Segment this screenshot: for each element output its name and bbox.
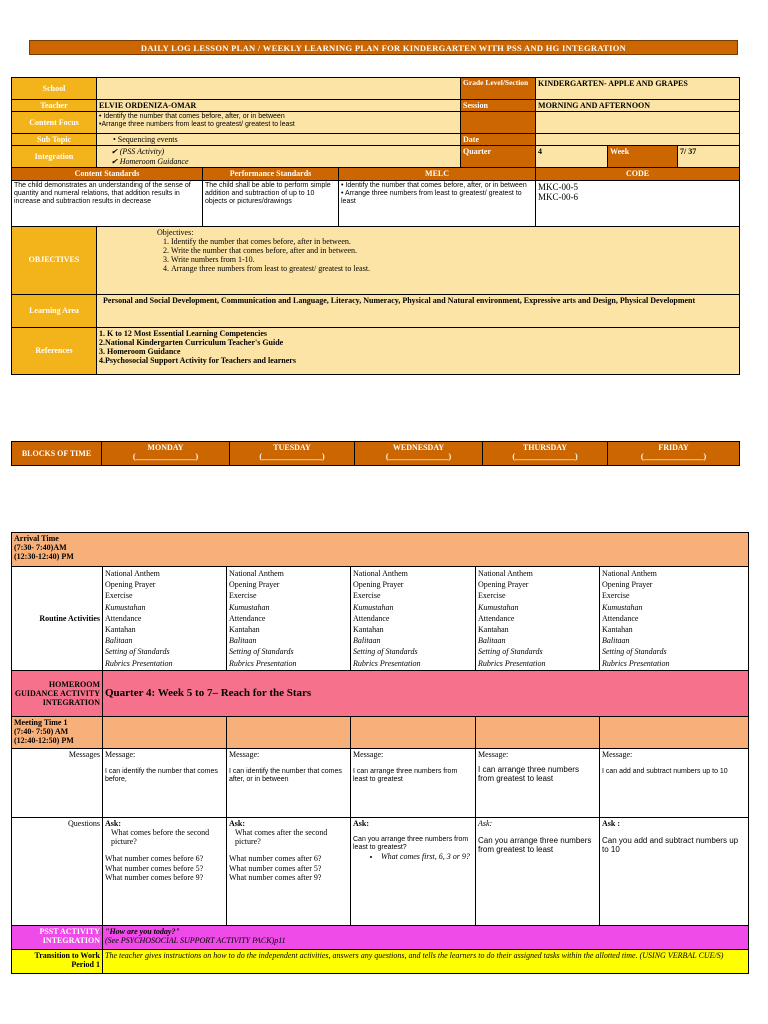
routine-item: Attendance xyxy=(105,613,142,623)
reference-item: 3. Homeroom Guidance xyxy=(99,346,181,356)
routine-item: Kantahan xyxy=(478,625,509,635)
message-text: I can identify the number that comes after, or in between xyxy=(229,768,342,784)
content-focus-value xyxy=(97,112,461,134)
routine-item: Kantahan xyxy=(229,625,260,635)
question-text: Can you arrange three numbers from greatest to least xyxy=(478,836,592,855)
code-label: CODE xyxy=(536,168,740,180)
reference-item: 2.National Kindergarten Curriculum Teacher's Guide xyxy=(99,337,284,347)
day-blank: (_______________) xyxy=(132,452,199,462)
meeting-time-pm: (12:40-12:50) PM xyxy=(14,736,74,746)
integration-pss: ✔ (PSS Activity) xyxy=(111,147,165,157)
schedule-table xyxy=(11,532,749,974)
week-value: 7/ 37 xyxy=(678,146,740,168)
day-name: FRIDAY xyxy=(658,443,689,452)
objectives-heading: Objectives: xyxy=(157,227,194,237)
code-item-1: MKC-00-5 xyxy=(538,181,579,192)
objectives-label: OBJECTIVES xyxy=(12,226,97,294)
ask-heading: Ask: xyxy=(105,818,122,828)
question-item: What number comes before 9? xyxy=(105,872,204,882)
message-heading: Message: xyxy=(105,749,136,759)
ask-heading: Ask: xyxy=(229,818,246,828)
routine-list-thursday xyxy=(476,567,600,671)
content-focus-right-blank xyxy=(536,112,740,134)
message-text: I can add and subtract numbers up to 10 xyxy=(602,768,728,776)
day-blank: (_______________) xyxy=(259,452,325,462)
message-tuesday xyxy=(227,748,351,817)
meeting-cell-monday xyxy=(103,716,227,748)
routine-item: Attendance xyxy=(478,613,515,623)
meeting-time-label xyxy=(12,716,103,748)
code-item-2: MKC-00-6 xyxy=(538,191,579,202)
question-item: • What comes first, 6, 3 or 9? xyxy=(381,852,473,861)
routine-item: Kantahan xyxy=(353,625,384,635)
routine-item: Exercise xyxy=(105,591,133,601)
subtopic-value: • Sequencing events xyxy=(97,134,461,146)
routine-item: Opening Prayer xyxy=(353,580,404,590)
routine-list-wednesday xyxy=(351,567,476,671)
day-name: THURSDAY xyxy=(522,443,568,452)
routine-activities-label: Routine Activities xyxy=(12,567,103,671)
subtopic-label: Sub Topic xyxy=(12,134,97,146)
school-value xyxy=(97,78,461,100)
pss-activity-title: "How are you today?" xyxy=(105,926,180,936)
routine-item: Setting of Standards xyxy=(105,647,170,657)
routine-item: Rubrics Presentation xyxy=(229,658,297,668)
blocks-of-time-label: BLOCKS OF TIME xyxy=(12,442,102,466)
content-focus-label: Content Focus xyxy=(12,112,97,134)
day-header-monday xyxy=(102,442,230,466)
routine-item: Attendance xyxy=(602,613,639,623)
routine-item: Opening Prayer xyxy=(229,580,280,590)
day-name: MONDAY xyxy=(147,443,184,452)
routine-item: Kumustahan xyxy=(602,602,643,612)
performance-standards-label: Performance Standards xyxy=(203,168,339,180)
routine-item: National Anthem xyxy=(105,569,160,578)
routine-item: Balitaan xyxy=(105,636,133,646)
reference-item: 1. K to 12 Most Essential Learning Competencies xyxy=(99,328,267,338)
question-item: What number comes after 5? xyxy=(229,863,322,873)
day-header-wednesday xyxy=(355,442,483,466)
routine-item: Exercise xyxy=(478,591,506,601)
routine-item: Balitaan xyxy=(478,636,506,646)
routine-item: Attendance xyxy=(229,613,266,623)
references-box xyxy=(97,327,740,374)
teacher-label: Teacher xyxy=(12,100,97,112)
message-wednesday xyxy=(351,748,476,817)
meeting-time-title: Meeting Time 1 xyxy=(14,717,68,727)
date-value xyxy=(536,134,740,146)
ask-heading: Ask: xyxy=(353,818,370,828)
routine-item: Rubrics Presentation xyxy=(478,658,546,668)
routine-item: Kumustahan xyxy=(353,602,394,612)
transition-label: Transition to Work Period 1 xyxy=(12,949,103,973)
message-heading: Message: xyxy=(353,749,384,759)
question-text: What comes before the second picture? xyxy=(111,828,210,847)
objectives-box xyxy=(97,226,740,294)
objective-item: 2. Write the number that comes before, after and in between. xyxy=(171,246,737,255)
routine-item: Exercise xyxy=(353,591,381,601)
routine-item: Rubrics Presentation xyxy=(105,658,173,668)
content-standards-text: The child demonstrates an understanding of the sense of quantity and numeral relations, that addition results in increase and subtraction results in decrease xyxy=(12,180,203,226)
references-label: References xyxy=(12,327,97,374)
routine-item: Setting of Standards xyxy=(353,647,418,657)
content-focus-spacer xyxy=(461,112,536,134)
routine-item: National Anthem xyxy=(602,569,657,578)
routine-list-tuesday xyxy=(227,567,351,671)
content-standards-label: Content Standards xyxy=(12,168,203,180)
questions-friday xyxy=(600,817,749,925)
day-header-thursday xyxy=(483,442,608,466)
day-blank: (_______________) xyxy=(640,452,707,462)
questions-thursday xyxy=(476,817,600,925)
meeting-cell-thursday xyxy=(476,716,600,748)
day-name: TUESDAY xyxy=(273,443,311,452)
message-heading: Message: xyxy=(478,749,509,759)
message-text: I can identify the number that comes before, xyxy=(105,768,218,784)
question-item: What number comes before 6? xyxy=(105,854,204,864)
ask-heading: Ask: xyxy=(478,818,493,828)
quarter-value: 4 xyxy=(536,146,608,168)
routine-item: Balitaan xyxy=(229,636,257,646)
integration-hg: ✔ Homeroom Guidance xyxy=(111,156,189,166)
transition-value: The teacher gives instructions on how to do the independent activities, answers any questions, and tells the learners to do their assigned tasks within the allotted time. (USING VERBAL CUE/S) xyxy=(103,949,749,973)
routine-item: Attendance xyxy=(353,613,390,623)
learning-area-label: Learning Area xyxy=(12,294,97,327)
session-label: Session xyxy=(461,100,536,112)
questions-tuesday xyxy=(227,817,351,925)
meeting-cell-friday xyxy=(600,716,749,748)
question-text: What comes after the second picture? xyxy=(235,828,328,847)
quarter-label: Quarter xyxy=(461,146,536,168)
day-blank: (_______________) xyxy=(512,452,578,462)
routine-item: Kumustahan xyxy=(229,602,270,612)
melc-text xyxy=(339,180,536,226)
document-title: DAILY LOG LESSON PLAN / WEEKLY LEARNING PLAN FOR KINDERGARTEN WITH PSS AND HG INTEGRATION xyxy=(29,40,738,55)
question-item: What number comes before 5? xyxy=(105,863,204,873)
routine-item: Kumustahan xyxy=(105,602,146,612)
session-value: MORNING AND AFTERNOON xyxy=(536,100,740,112)
message-heading: Message: xyxy=(229,749,260,759)
routine-item: Balitaan xyxy=(602,636,630,646)
meeting-cell-wednesday xyxy=(351,716,476,748)
week-label: Week xyxy=(608,146,678,168)
question-item: What number comes after 6? xyxy=(229,854,322,864)
performance-standards-text: The child shall be able to perform simple addition and subtraction of up to 10 objects or pictures/drawings xyxy=(203,180,339,226)
homeroom-guidance-label: HOMEROOM GUIDANCE ACTIVITY INTEGRATION xyxy=(12,670,103,716)
questions-monday xyxy=(103,817,227,925)
routine-item: Opening Prayer xyxy=(478,580,529,590)
routine-item: Setting of Standards xyxy=(478,647,543,657)
reference-item: 4.Psychosocial Support Activity for Teachers and learners xyxy=(99,356,296,366)
messages-label: Messages xyxy=(12,748,103,817)
meeting-time-am: (7:40- 7:50) AM xyxy=(14,727,69,737)
routine-item: Rubrics Presentation xyxy=(602,658,670,668)
routine-item: Opening Prayer xyxy=(602,580,653,590)
routine-item: Kantahan xyxy=(105,625,136,635)
school-label: School xyxy=(12,78,97,100)
melc-item-1: • Identify the number that comes before, after, or in between xyxy=(341,181,527,189)
routine-item: National Anthem xyxy=(353,569,408,578)
melc-item-2: • Arrange three numbers from least to greatest/ greatest to least xyxy=(341,189,522,205)
routine-list-monday xyxy=(103,567,227,671)
date-label: Date xyxy=(461,134,536,146)
routine-item: Rubrics Presentation xyxy=(353,658,421,668)
ask-heading: Ask : xyxy=(602,818,621,828)
question-text: Can you add and subtract numbers up to 10 xyxy=(602,836,739,855)
message-friday xyxy=(600,748,749,817)
routine-list-friday xyxy=(600,567,749,671)
pss-activity-reference: (See PSYCHOSOCIAL SUPPORT ACTIVITY PACK)p11 xyxy=(105,936,286,946)
grade-label: Grade Level/Section xyxy=(461,78,536,100)
learning-area-value: Personal and Social Development, Communication and Language, Literacy, Numeracy, Physical and Natural environment, Expressive arts and Design, Physical Development xyxy=(97,294,740,327)
day-name: WEDNESDAY xyxy=(392,443,445,452)
integration-label: Integration xyxy=(12,146,97,168)
message-heading: Message: xyxy=(602,749,633,759)
routine-item: Exercise xyxy=(602,591,630,601)
melc-label: MELC xyxy=(339,168,536,180)
routine-item: National Anthem xyxy=(229,569,284,578)
message-thursday xyxy=(476,748,600,817)
objective-item: 3. Write numbers from 1-10. xyxy=(171,255,737,264)
lesson-info-table xyxy=(11,77,740,375)
arrival-time-row xyxy=(12,533,749,567)
days-bar xyxy=(11,441,740,466)
message-text: I can arrange three numbers from greatest to least xyxy=(478,765,579,784)
objective-item: 4. Arrange three numbers from least to greatest/ greatest to least. xyxy=(171,264,737,273)
routine-item: Opening Prayer xyxy=(105,580,156,590)
routine-item: National Anthem xyxy=(478,569,533,578)
day-header-friday xyxy=(608,442,740,466)
routine-item: Balitaan xyxy=(353,636,381,646)
message-monday xyxy=(103,748,227,817)
message-text: I can arrange three numbers from least to greatest xyxy=(353,768,458,784)
question-text: Can you arrange three numbers from least to greatest? xyxy=(353,836,469,852)
homeroom-guidance-value: Quarter 4: Week 5 to 7– Reach for the Stars xyxy=(103,670,749,716)
content-focus-line-1: • Identify the number that comes before, after, or in between xyxy=(99,113,285,121)
routine-item: Kantahan xyxy=(602,625,633,635)
arrival-am: (7:30- 7:40)AM xyxy=(14,543,67,553)
routine-item: Kumustahan xyxy=(478,602,519,612)
day-blank: (_______________) xyxy=(385,452,452,462)
pss-activity-label: PSST ACTIVITY INTEGRATION xyxy=(12,925,103,949)
routine-item: Setting of Standards xyxy=(229,647,294,657)
arrival-label: Arrival Time xyxy=(14,534,59,543)
routine-item: Exercise xyxy=(229,591,257,601)
content-focus-line-2: •Arrange three numbers from least to greatest/ greatest to least xyxy=(99,121,295,129)
grade-value: KINDERGARTEN- APPLE AND GRAPES xyxy=(536,78,740,100)
questions-wednesday xyxy=(351,817,476,925)
objective-item: 1. Identify the number that comes before, after in between. xyxy=(171,237,737,246)
day-header-tuesday xyxy=(230,442,355,466)
questions-label: Questions xyxy=(12,817,103,925)
question-item: What number comes after 9? xyxy=(229,872,322,882)
integration-value xyxy=(97,146,461,168)
code-text xyxy=(536,180,740,226)
pss-activity-value xyxy=(103,925,749,949)
teacher-value: ELVIE ORDENIZA-OMAR xyxy=(97,100,461,112)
arrival-pm: (12:30-12:40) PM xyxy=(14,552,74,562)
meeting-cell-tuesday xyxy=(227,716,351,748)
routine-item: Setting of Standards xyxy=(602,647,667,657)
